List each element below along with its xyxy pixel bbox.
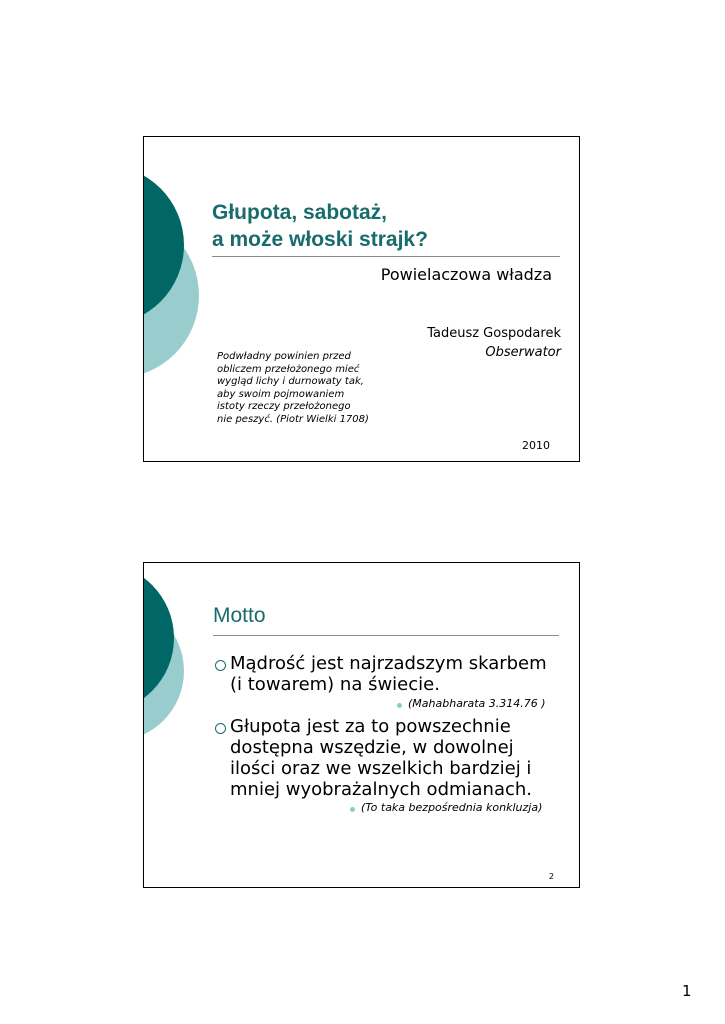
bullet-line: ilości oraz we wszelkich bardziej i [230,758,532,779]
author-name: Tadeusz Gospodarek [427,326,561,341]
bullet-ring-icon [215,660,226,671]
sub-bullet-dot-icon [397,703,402,708]
bullet-source: (To taka bezpośrednia konkluzja) [361,801,543,814]
title-line-2: a może włoski strajk? [212,228,428,251]
sub-bullet-dot-icon [350,807,355,812]
author-affiliation: Obserwator [485,345,561,360]
bullet-line: mniej wyobrażalnych odmianach. [230,779,533,800]
quote-line: nie peszyć. (Piotr Wielki 1708) [217,413,369,425]
bullet-text [230,653,547,695]
quote-line: wygląd lichy i durnowaty tak, [217,376,364,387]
quote-line: aby swoim pojmowaniem [217,388,345,400]
quote-line: obliczem przełożonego mieć [217,363,360,375]
quote-line: istoty rzeczy przełożonego [217,401,351,412]
page-number: 1 [682,982,692,1000]
slide-1 [143,136,580,462]
quote [217,351,369,426]
bullet-ring-icon [215,723,226,734]
bullet-line: dostępna wszędzie, w dowolnej [230,737,514,758]
bullet-line: Mądrość jest najrzadszym skarbem [230,653,547,674]
slide-page-number: 2 [548,872,554,881]
quote-line: Podwładny powinien przed [217,351,351,362]
bullet-line: (i towarem) na świecie. [230,674,440,695]
bullet-text [230,716,532,800]
slide-2 [143,562,580,888]
slide-year: 2010 [522,439,550,452]
title-divider [213,635,559,636]
slide-title [212,199,428,253]
title-line-1: Głupota, sabotaż, [212,201,388,224]
slide-title: Motto [213,604,266,627]
bullet-line: Głupota jest za to powszechnie [230,716,511,737]
bullet-source: (Mahabharata 3.314.76 ) [408,697,546,710]
title-divider [212,256,560,257]
slide-subtitle: Powielaczowa władza [380,265,552,284]
